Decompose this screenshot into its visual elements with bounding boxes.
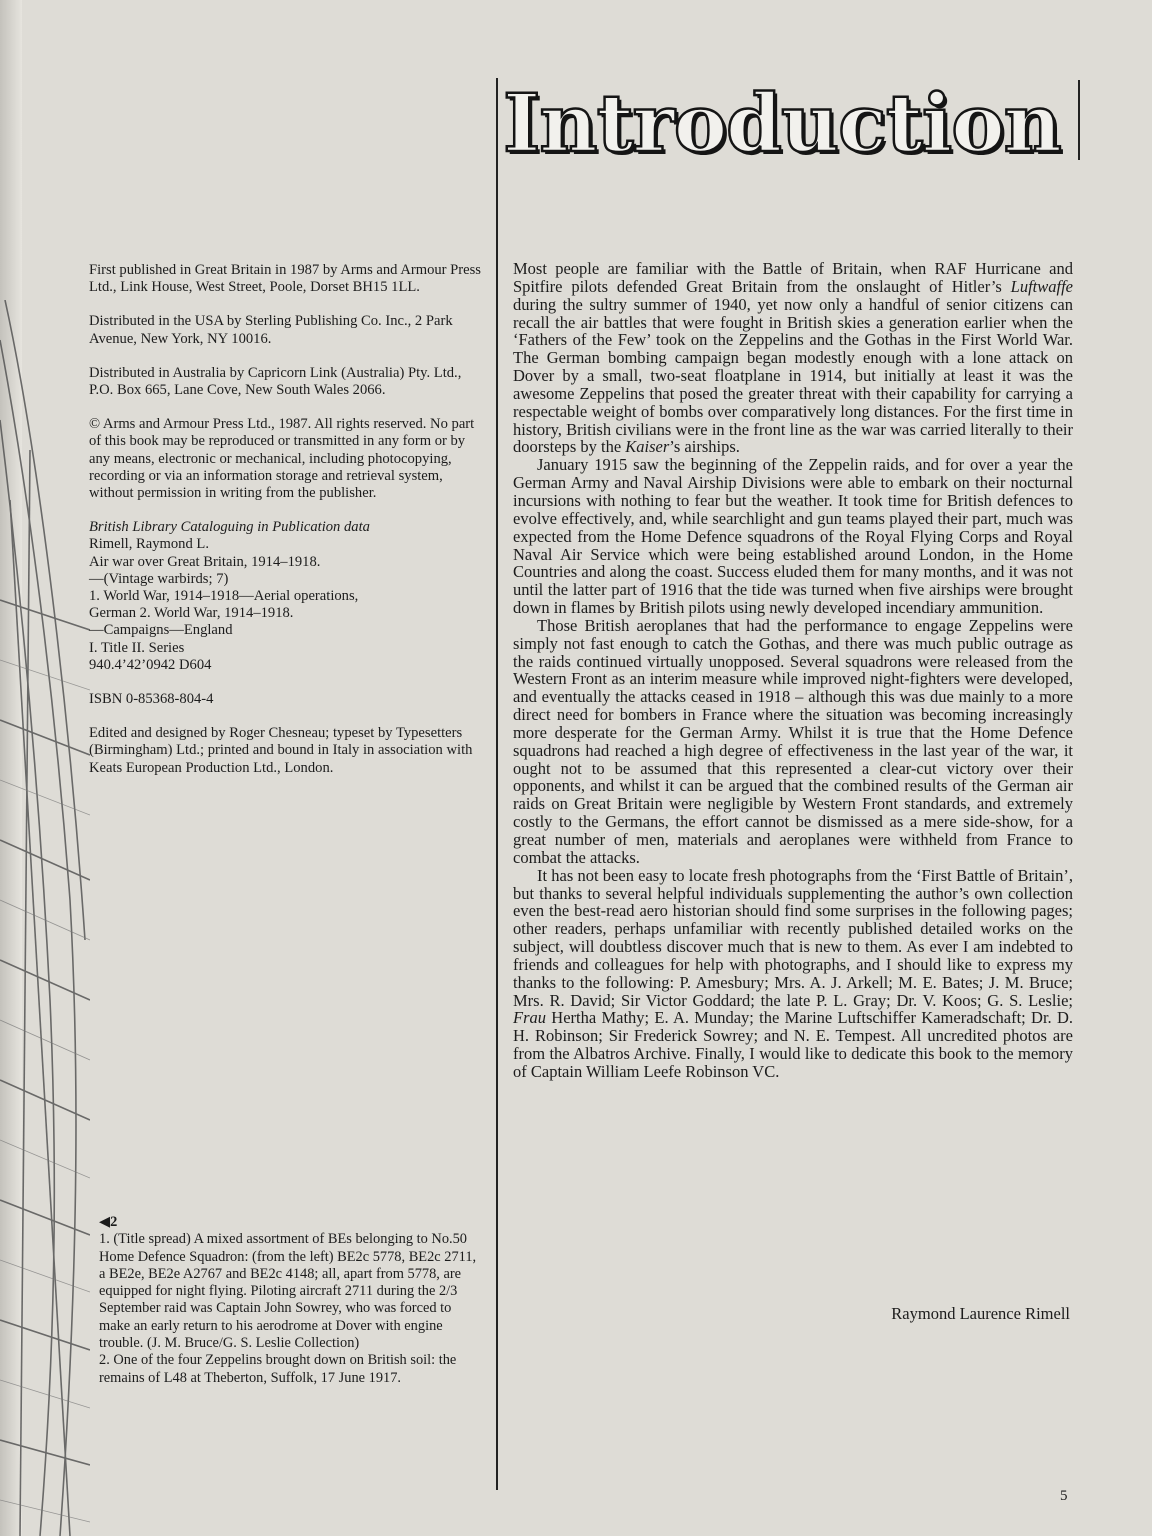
isbn: ISBN 0-85368-804-4 bbox=[89, 691, 214, 708]
column-rule bbox=[496, 78, 498, 1490]
paragraph-2: January 1915 saw the beginning of the Zeppelin raids, and for over a year the German Army and Naval Airship Divisions were able to embark on their nocturnal incursions with nothing to fear but the weather. It took time for British defences to evolve effectively, and, while searchlight and gun teams played their part, much was expected from the Home Defence squadrons of the Royal Flying Corps and Royal Naval Air Service which were being established around London, in the Home Countries and along the coast. Success eluded them for many months, and it was not until the latter part of 1916 that the tide was turned when five airships were brought down in flames by British pilots using newly developed incendiary ammunition. bbox=[513, 455, 1073, 618]
usa-distribution: Distributed in the USA by Sterling Publishing Co. Inc., 2 Park Avenue, New York, NY 10016. bbox=[89, 313, 453, 347]
paragraph-3: Those British aeroplanes that had the performance to engage Zeppelins were simply not fast enough to catch the Gothas, and there was much public outrage as the raids continued virtually unopposed. Several squadrons were released from the Western Front as an interim measure while improved night-fighters were developed, and eventually the attacks ceased in 1918 – although this was due mainly to a more direct need for bombers in France where the situation was becoming increasingly more desperate for the German Army. Whilst it is true that the Home Defence squadrons had reached a high degree of effectiveness in the last year of the war, it ought not to be assumed that this represented a clear-cut victory over their opponents, and whilst it can be argued that the combined results of the German air raids on Great Britain were negligible by Western Front standards, and extremely costly to the Germans, the effort cannot be dismissed as a mere side-show, for a great number of men, materials and aeroplanes were withheld from France to combat the attacks. bbox=[513, 615, 1073, 867]
zeppelin-photo-fragment bbox=[0, 300, 90, 1536]
text-run: during the sultry summer of 1940, yet now only a handful of senior citizens can recall the air battles that were fought in British skies a generation earlier when the ‘Fathers of the Few’ took on the Zeppelins and the Gothas in the First World War. The German bombing campaign began modestly enough with a lone attack on Dover by a small, two-seat floatplane in 1914, but initially at least it was the awesome Zeppelins that posed the greater threat with their capability for carrying a respectable weight of bombs over comparatively long distances. For the first time in history, British civilians were in the front line as the war was carried literally to their doorsteps by the bbox=[513, 294, 1073, 457]
photo-captions bbox=[99, 1214, 484, 1387]
text-run: Most people are familiar with the Battle of Britain, when RAF Hurricane and Spitfire pilots defended Great Britain from the onslaught of Hitler’s bbox=[513, 259, 1073, 296]
copyright-notice: © Arms and Armour Press Ltd., 1987. All rights reserved. No part of this book may be reproduced or transmitted in any form or by any means, electronic or mechanical, including photocopying, recording or via an information storage and retrieval system, without permission in writing from the publisher. bbox=[89, 416, 475, 502]
italic-run: Luftwaffe bbox=[1010, 276, 1073, 296]
text-run: It has not been easy to locate fresh photographs from the ‘First Battle of Britain’, but thanks to several helpful individuals supplementing the author’s own collection even the best-read aero historian should find some surprises in the following pages; other readers, perhaps unfamiliar with recently published detailed works on the subject, will doubtless discover much that is new to them. As ever I am indebted to friends and colleagues for help with photographs, and I should like to express my thanks to the following: P. Amesbury; Mrs. A. J. Arkell; M. E. Bates; J. M. Bruce; Mrs. R. David; Sir Victor Goddard; the late P. L. Gray; Dr. V. Koos; G. S. Leslie; bbox=[513, 865, 1073, 1010]
italic-run: Frau bbox=[513, 1008, 546, 1028]
page-number: 5 bbox=[1060, 1488, 1068, 1504]
caption-1: 1. (Title spread) A mixed assortment of BEs belonging to No.50 Home Defence Squadron: (from the left) BE2c 5778, BE2c 2711, a BE2e, BE2e A2767 and BE2c 4148; all, apart from 5778, are equipped for night flying. Piloting aircraft 2711 during the 2/3 September raid was Captain John Sowrey, who was forced to make an early return to his aerodrome at Dover with engine trouble. (J. M. Bruce/G. S. Leslie Collection) bbox=[99, 1231, 477, 1352]
catalog-line: Rimell, Raymond L. bbox=[89, 536, 209, 553]
paragraph-1 bbox=[513, 260, 1073, 456]
catalog-line: German 2. World War, 1914–1918. bbox=[89, 605, 294, 622]
caption-2: 2. One of the four Zeppelins brought down on British soil: the remains of L48 at Theberton, Suffolk, 17 June 1917. bbox=[99, 1352, 457, 1386]
author-signature: Raymond Laurence Rimell bbox=[891, 1304, 1070, 1323]
imprint-column bbox=[89, 262, 489, 794]
introduction-body bbox=[513, 260, 1073, 1081]
catalog-line: 940.4’42’0942 D604 bbox=[89, 656, 212, 673]
figure-reference: ◀2 bbox=[99, 1214, 118, 1230]
paragraph-4 bbox=[513, 867, 1073, 1081]
italic-run: Kaiser bbox=[625, 437, 670, 457]
catalog-line: 1. World War, 1914–1918—Aerial operations, bbox=[89, 588, 359, 605]
page-title: Introduction bbox=[503, 76, 1061, 170]
catalog-block bbox=[89, 519, 489, 674]
catalog-line: I. Title II. Series bbox=[89, 639, 185, 656]
publication-notice: First published in Great Britain in 1987 by Arms and Armour Press Ltd., Link House, West Street, Poole, Dorset BH15 1LL. bbox=[89, 262, 481, 296]
production-credits: Edited and designed by Roger Chesneau; typeset by Typesetters (Birmingham) Ltd.; printed and bound in Italy in association with Keats European Production Ltd., London. bbox=[89, 725, 473, 776]
australia-distribution: Distributed in Australia by Capricorn Link (Australia) Pty. Ltd., P.O. Box 665, Lane Cove, New South Wales 2066. bbox=[89, 364, 462, 399]
catalog-heading: British Library Cataloguing in Publication data bbox=[89, 519, 370, 536]
text-run: Hertha Mathy; E. A. Munday; the Marine Luftschiffer Kameradschaft; Dr. D. H. Robinson; Sir Frederick Sowrey; and N. E. Tempest. All uncredited photos are from the Albatros Archive. Finally, I would like to dedicate this book to the memory of Captain William Leefe Robinson VC. bbox=[513, 1008, 1073, 1081]
catalog-line: —(Vintage warbirds; 7) bbox=[89, 570, 229, 587]
catalog-line: —Campaigns—England bbox=[89, 622, 233, 639]
text-run: ’s airships. bbox=[669, 437, 740, 457]
catalog-line: Air war over Great Britain, 1914–1918. bbox=[89, 553, 321, 570]
